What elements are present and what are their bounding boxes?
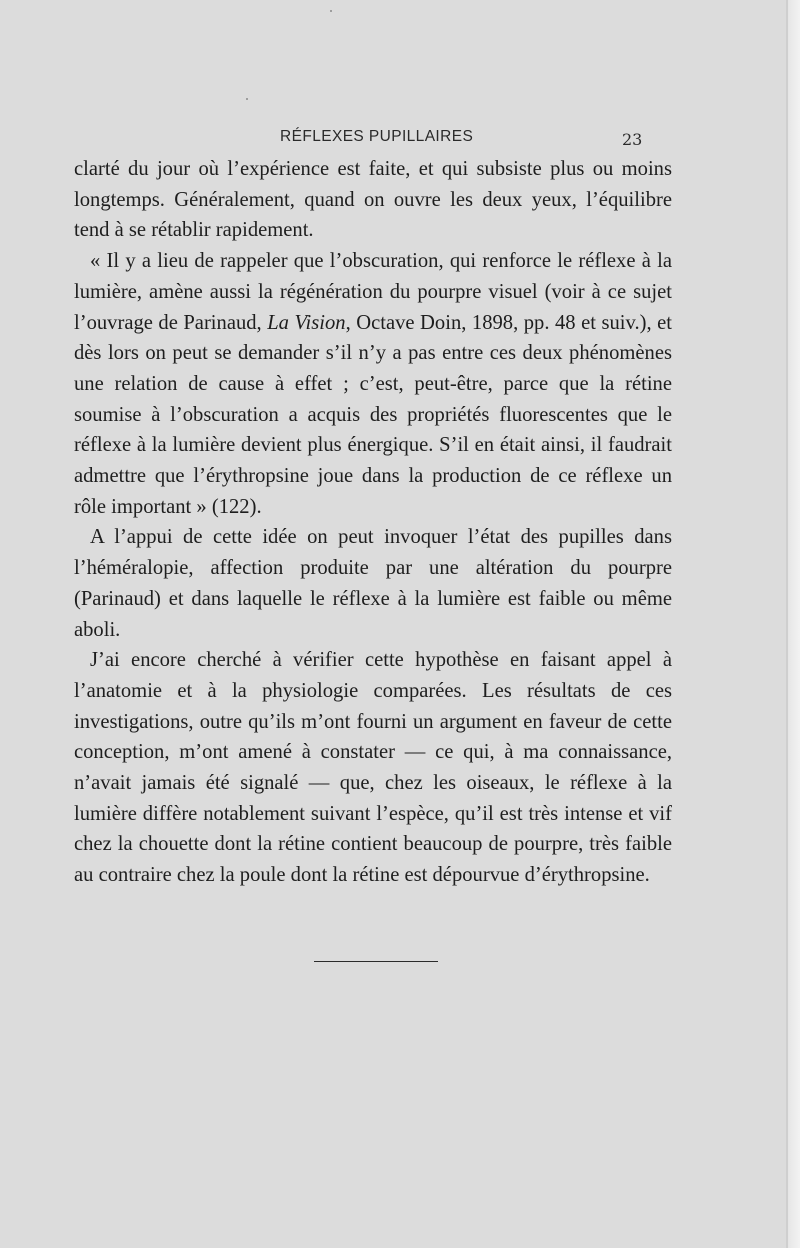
paragraph: A l’appui de cette idée on peut invoquer l’état des pupilles dans l’héméralopie, affection produite par une altération du pourpre (Parinaud) et dans laquelle le réflexe à la lumière est faible ou même aboli.	[74, 526, 672, 641]
section-end-rule	[314, 961, 438, 962]
paragraph: J’ai encore cherché à vérifier cette hypothèse en faisant appel à l’anatomie et à la physiologie comparées. Les résultats de ces investigations, outre qu’ils m’ont fourni un argument en faveur de cette conception, m’ont amené à constater — ce qui, à ma connaissance, n’avait jamais été signalé — que, chez les oiseaux, le réflexe à la lumière diffère notablement suivant l’espèce, qu’il est très intense et vif chez la chouette dont la rétine contient beaucoup de pourpre, très faible au contraire chez la poule dont la rétine est dépourvue d’érythropsine.	[74, 649, 672, 887]
page-number: 23	[622, 130, 643, 149]
page-header	[72, 126, 672, 150]
page-edge	[788, 0, 800, 1248]
book-title: La Vision	[267, 311, 346, 334]
paper-speck	[246, 98, 248, 100]
paper-speck	[330, 10, 332, 12]
body-text	[74, 154, 672, 891]
paragraph: clarté du jour où l’expérience est faite, et qui subsiste plus ou moins longtemps. Généralement, quand on ouvre les deux yeux, l’équilibre tend à se rétablir rapidement.	[74, 158, 672, 242]
paragraph: « Il y a lieu de rappeler que l’obscuration, qui renforce le réflexe à la lumière, amène aussi la régénération du pourpre visuel (voir à ce sujet l’ouvrage de Parinaud, La Vision, Octave Doin, 1898, pp. 48 et suiv.), et dès lors on peut se demander s’il n’y a pas entre ces deux phénomènes une relation de cause à effet ; c’est, peut-être, parce que la rétine soumise à l’obscuration a acquis des propriétés fluorescentes que le réflexe à la lumière devient plus énergique. S’il en était ainsi, il faudrait admettre que l’érythropsine joue dans la production de ce réflexe un rôle important » (122).	[74, 250, 672, 518]
running-title: RÉFLEXES PUPILLAIRES	[280, 128, 474, 145]
